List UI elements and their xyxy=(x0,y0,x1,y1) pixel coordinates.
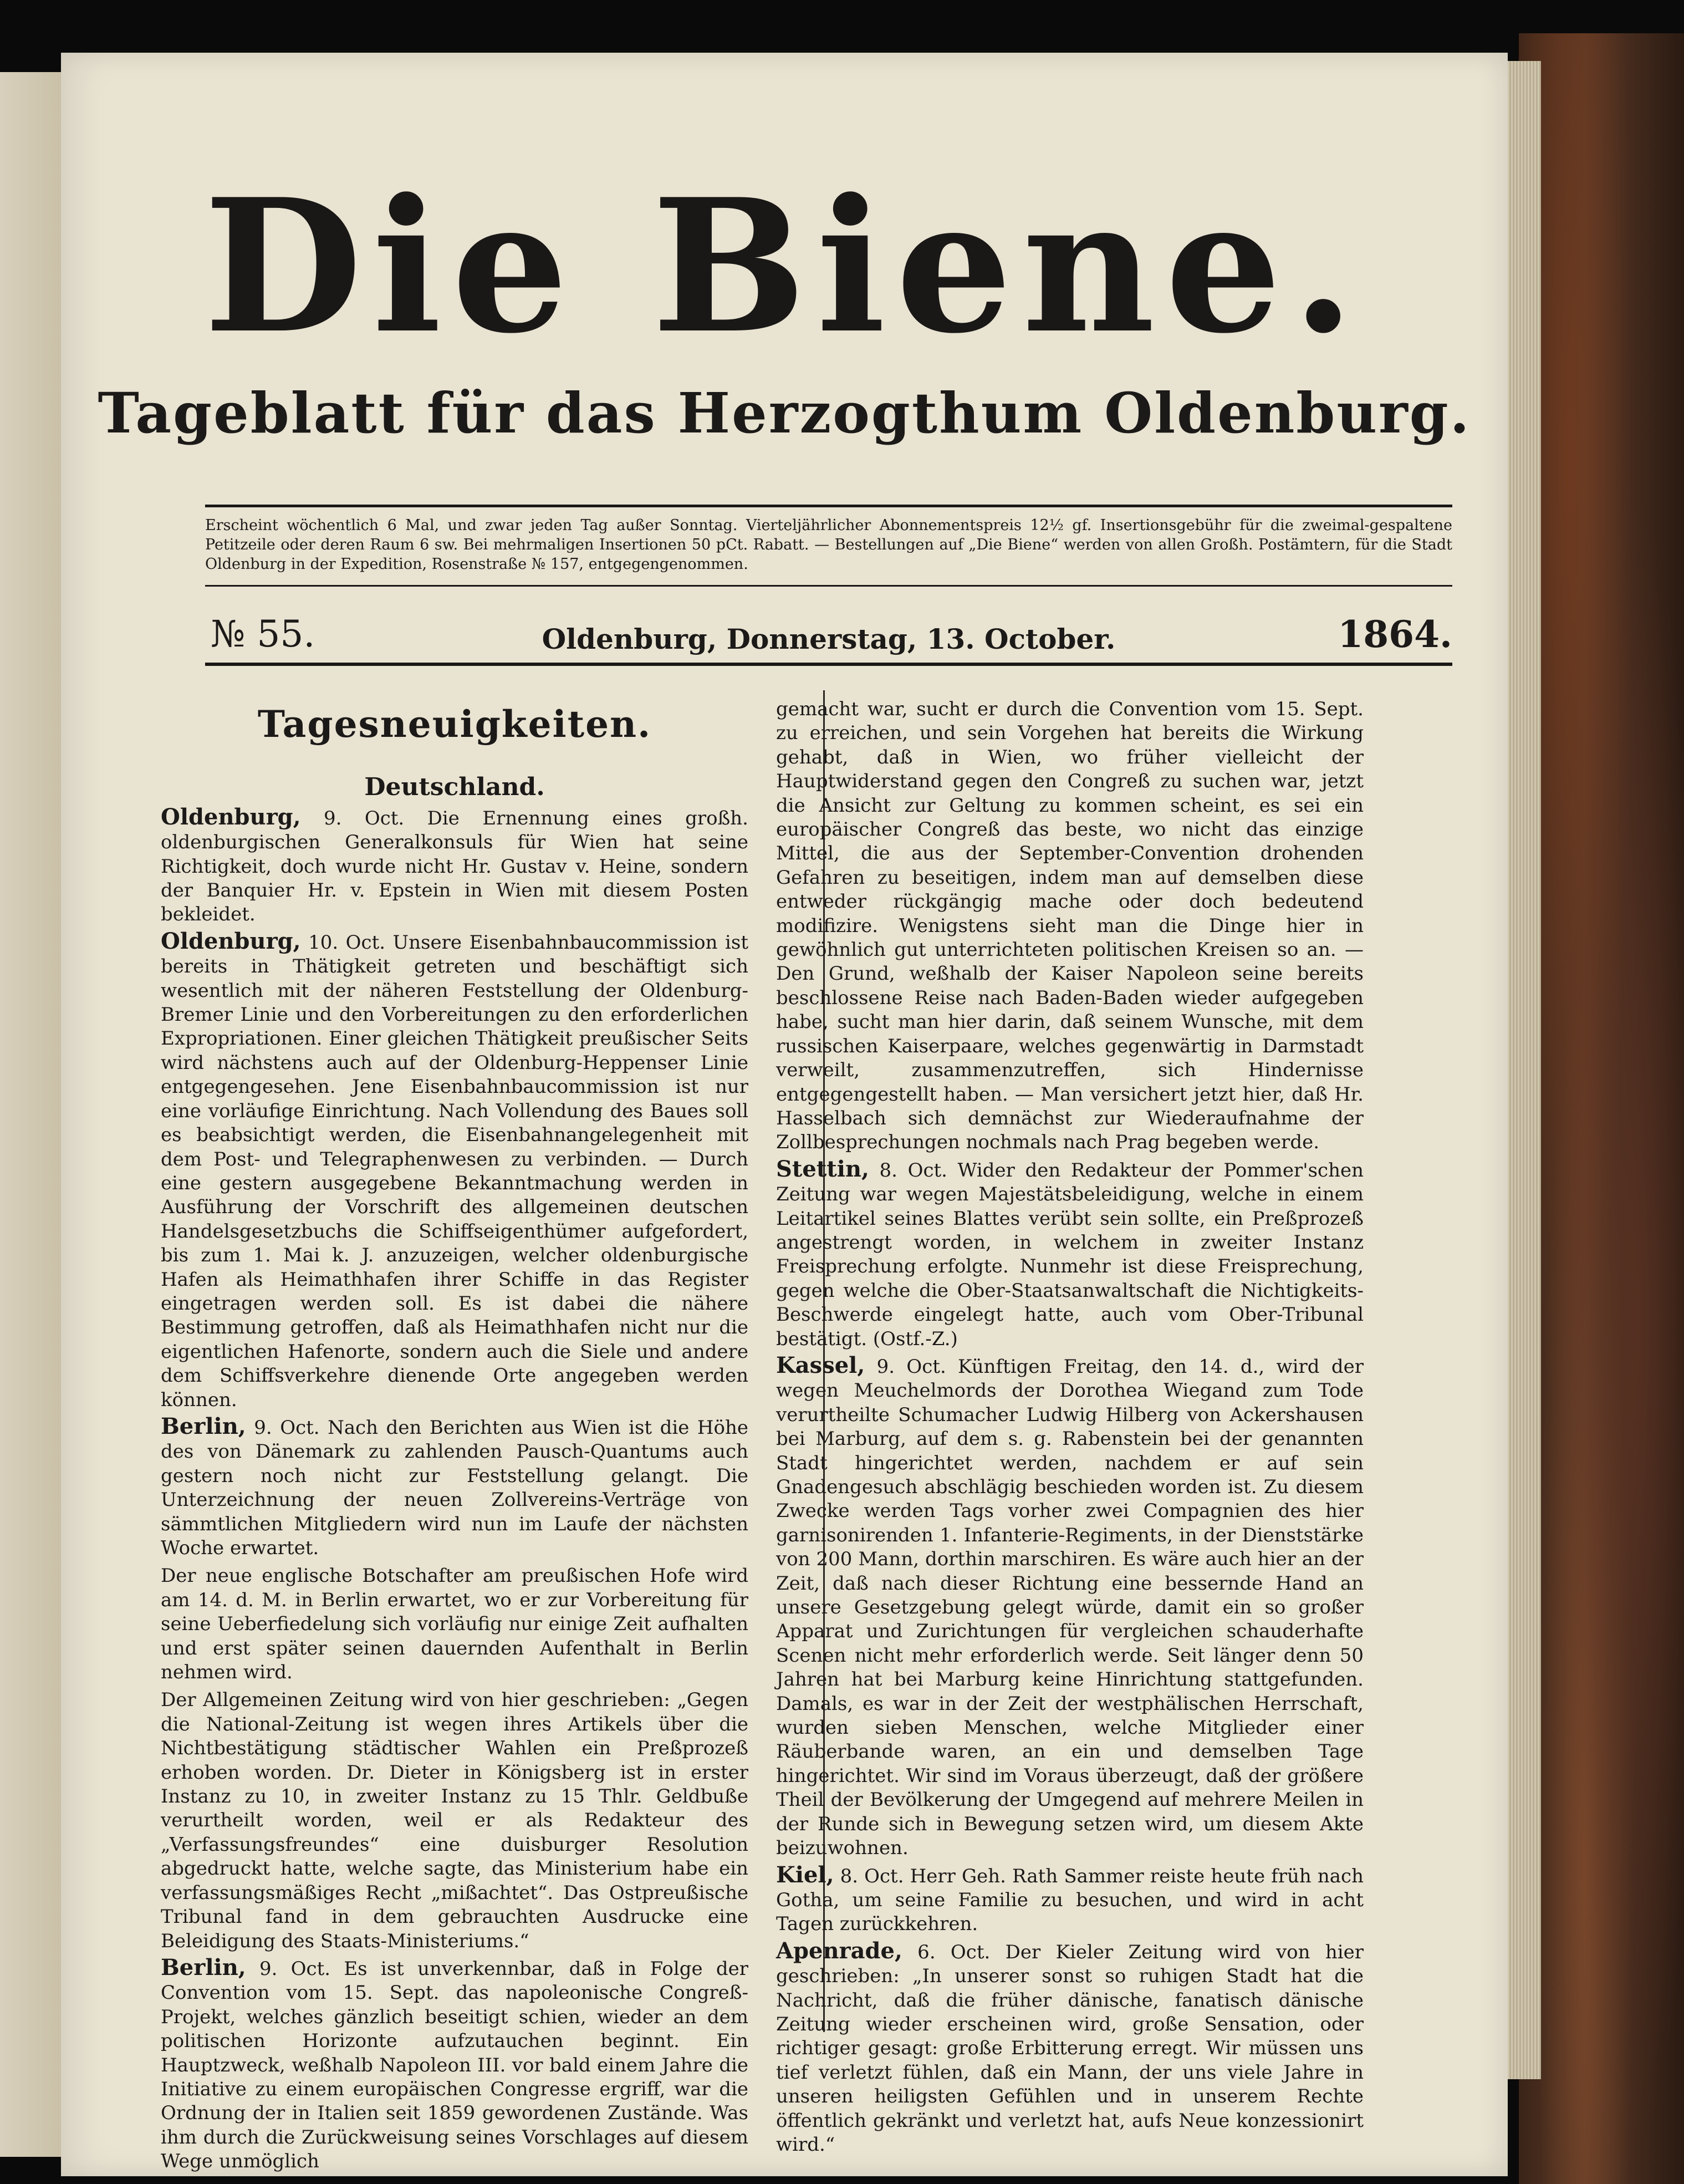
left-column xyxy=(161,696,748,2176)
article: Berlin, 9. Oct. Nach den Berichten aus Wien ist die Höhe des von Dänemark zu zahlenden Pausch-Quantums auch gestern noch nicht zur Feststellung gelangt. Die Unterzeichnung der neuen Zollvereins-Verträge von sämmtlichen Mitgliedern wird nun im Laufe der nächsten Woche erwartet. xyxy=(161,1413,748,1559)
article: Kiel, 8. Oct. Herr Geh. Rath Sammer reiste heute früh nach Gotha, um seine Familie zu besuchen, und wird in acht Tagen zurückkehren. xyxy=(776,1861,1364,1936)
masthead-title: Die Biene. xyxy=(203,159,1365,374)
previous-page-edge xyxy=(0,72,67,2157)
article: Berlin, 9. Oct. Es ist unverkennbar, daß in Folge der Convention vom 15. Sept. das napoleonische Congreß-Projekt, welches gänzlich beseitigt schien, wieder an dem politischen Horizonte aufzutauchen beginnt. Ein Hauptzweck, weßhalb Napoleon III. vor bald einem Jahre die Initiative zu einem europäischen Congresse ergriff, war die Ordnung der in Italien seit 1859 gewordenen Zustände. Was ihm durch die Zurückweisung seines Vorschlages auf diesem Wege unmöglich xyxy=(161,1954,748,2173)
right-column xyxy=(776,696,1364,2159)
newspaper-page xyxy=(61,53,1508,2176)
section-title: Tagesneuigkeiten. xyxy=(257,702,652,746)
marbled-binding xyxy=(1519,33,1684,2184)
article: Der neue englische Botschafter am preußischen Hofe wird am 14. d. M. in Berlin erwartet, wo er zur Vorbereitung für seine Ueberfiedelung sich vorläufig nur einige Zeit aufhalten und erst später seinen dauernden Aufenthalt in Berlin nehmen wird. xyxy=(161,1565,748,1684)
top-rule xyxy=(205,505,1452,507)
article: Stettin, 8. Oct. Wider den Redakteur der Pommer'schen Zeitung war wegen Majestätsbeleidigung, welche in einem Leitartikel seines Blattes verübt sein sollte, ein Preßprozeß angestrengt worden, in welchem in zweiter Instanz Freisprechung erfolgte. Nunmehr ist diese Freisprechung, gegen welche die Ober-Staatsanwaltschaft die Nichtigkeits-Beschwerde eingelegt hatte, auch vom Ober-Tribunal bestätigt. (Ostf.-Z.) xyxy=(776,1155,1364,1350)
notice-rule xyxy=(205,585,1452,587)
masthead-subtitle: Tageblatt für das Herzogthum Oldenburg. xyxy=(98,380,1471,446)
subscription-notice: Erscheint wöchentlich 6 Mal, und zwar jeden Tag außer Sonntag. Vierteljährlicher Abonnementspreis 12½ gf. Insertionsgebühr für die zweimal-gespaltene Petitzeile oder deren Raum 6 sw. Bei mehrmaligen Insertionen 50 pCt. Rabatt. — Bestellungen auf „Die Biene“ werden von allen Großh. Postämtern, für die Stadt Oldenburg in der Expedition, Rosenstraße № 157, entgegengenommen. xyxy=(205,517,1452,573)
issue-number: № 55. xyxy=(211,613,315,655)
article: gemacht war, sucht er durch die Convention vom 15. Sept. zu erreichen, und sein Vorgehen hat bereits die Wirkung gehabt, daß in Wien, wo früher vielleicht der Hauptwiderstand gegen den Congreß zu suchen war, jetzt die Ansicht zur Geltung zu kommen scheint, es sei ein europäischer Congreß das beste, wo nicht das einzige Mittel, die aus der September-Convention drohenden Gefahren zu beseitigen, indem man auf demselben diese entweder rückgängig mache oder doch bedeutend modifizire. Wenigstens sieht man die Dinge hier in gewöhnlich gut unterrichteten politischen Kreisen so an. — Den Grund, weßhalb der Kaiser Napoleon seine bereits beschlossene Reise nach Baden-Baden wieder aufgegeben habe, sucht man hier darin, daß seinem Wunsche, mit dem russischen Kaiserpaare, welches gegenwärtig in Darmstadt verweilt, zusammenzutreffen, sich Hindernisse entgegengestellt haben. — Man versichert jetzt hier, daß Hr. Hasselbach sich demnächst zur Wiederaufnahme der Zollbesprechungen nochmals nach Prag begeben werde. xyxy=(776,698,1364,1154)
dateline xyxy=(205,613,1452,657)
article: Oldenburg, 10. Oct. Unsere Eisenbahnbaucommission ist bereits in Thätigkeit getreten und beschäftigt sich wesentlich mit der näheren Feststellung der Oldenburg-Bremer Linie und den Vorbereitungen zu den erforderlichen Expropriationen. Einer gleichen Thätigkeit preußischer Seits wird nächstens auch auf der Oldenburg-Heppenser Linie entgegengesehen. Jene Eisenbahnbaucommission ist nur eine vorläufige Einrichtung. Nach Vollendung des Baues soll es beabsichtigt werden, die Eisenbahnangelegenheit mit dem Post- und Telegraphenwesen zu verbinden. — Durch eine gestern ausgegebene Bekanntmachung werden in Ausführung der Vorschrift des allgemeinen deutschen Handelsgesetzbuchs die Schiffseigenthümer aufgefordert, bis zum 1. Mai k. J. anzuzeigen, welcher oldenburgische Hafen als Heimathhafen ihrer Schiffe in das Register eingetragen werden soll. Es ist dabei die nähere Bestimmung getroffen, daß als Heimathhafen nicht nur die eigentlichen Hafenorte, sondern auch die Siele und andere dem Schiffsverkehre dienende Orte angegeben werden können. xyxy=(161,928,748,1411)
dateline-rule xyxy=(205,663,1452,666)
article: Kassel, 9. Oct. Künftigen Freitag, den 14. d., wird der wegen Meuchelmords der Dorothea Wiegand zum Tode verurtheilte Schumacher Ludwig Hilberg von Ackershausen bei Marburg, auf dem s. g. Rabenstein bei der genannten Stadt hingerichtet werden, nachdem er auf sein Gnadengesuch abschlägig beschieden worden ist. Zu diesem Zwecke werden Tags vorher zwei Compagnien des hier garnisonirenden 1. Infanterie-Regiments, in der Dienststärke von 200 Mann, dorthin marschiren. Es wäre auch hier an der Zeit, daß nach dieser Richtung eine bessernde Hand an unsere Gesetzgebung gelegt würde, damit ein so großer Apparat und Zurichtungen für vergleichen schauderhafte Scenen nicht mehr erforderlich werde. Seit länger denn 50 Jahren hat bei Marburg keine Hinrichtung stattgefunden. Damals, es war in der Zeit der westphälischen Herrschaft, wurden sieben Menschen, welche Mitglieder einer Räuberbande waren, an ein und demselben Tage hingerichtet. Wir sind im Voraus überzeugt, daß der größere Theil der Bevölkerung der Umgegend auf mehrere Meilen in der Runde sich in Bewegung setzen wird, um diesem Akte beizuwohnen. xyxy=(776,1352,1364,1860)
article: Der Allgemeinen Zeitung wird von hier geschrieben: „Gegen die National-Zeitung ist wegen ihres Artikels über die Nichtbestätigung städtischer Wahlen ein Preßprozeß erhoben worden. Dr. Dieter in Königsberg ist in erster Instanz zu 10, in zweiter Instanz zu 15 Thlr. Geldbuße verurtheilt worden, weil er als Redakteur des „Verfassungsfreundes“ eine duisburger Resolution abgedruckt hatte, welche sagte, das Ministerium habe ein verfassungsmäßiges Recht „mißachtet“. Das Ostpreußische Tribunal fand in dem gebrauchten Ausdrucke eine Beleidigung des Staats-Ministeriums.“ xyxy=(161,1689,748,1952)
article: Oldenburg, 9. Oct. Die Ernennung eines großh. oldenburgischen Generalkonsuls für Wien hat seine Richtigkeit, doch wurde nicht Hr. Gustav v. Heine, sondern der Banquier Hr. v. Epstein in Wien mit diesem Posten bekleidet. xyxy=(161,803,748,926)
issue-year: 1864. xyxy=(1338,613,1452,656)
article: Apenrade, 6. Oct. Der Kieler Zeitung wird von hier geschrieben: „In unserer sonst so ruhigen Stadt hat die Nachricht, daß die früher dänische, fanatisch dänische Zeitung wieder erscheinen wird, große Sensation, oder richtiger gesagt: große Erbitterung erregt. Wir müssen uns tief verletzt fühlen, daß ein Mann, der uns viele Jahre in unseren heiligsten Gefühlen und in unserem Rechte öffentlich gekränkt und verletzt hat, aufs Neue konzessionirt wird.“ xyxy=(776,1937,1364,2156)
country-heading: Deutschland. xyxy=(364,773,545,802)
place-date: Oldenburg, Donnerstag, 13. October. xyxy=(542,623,1116,655)
